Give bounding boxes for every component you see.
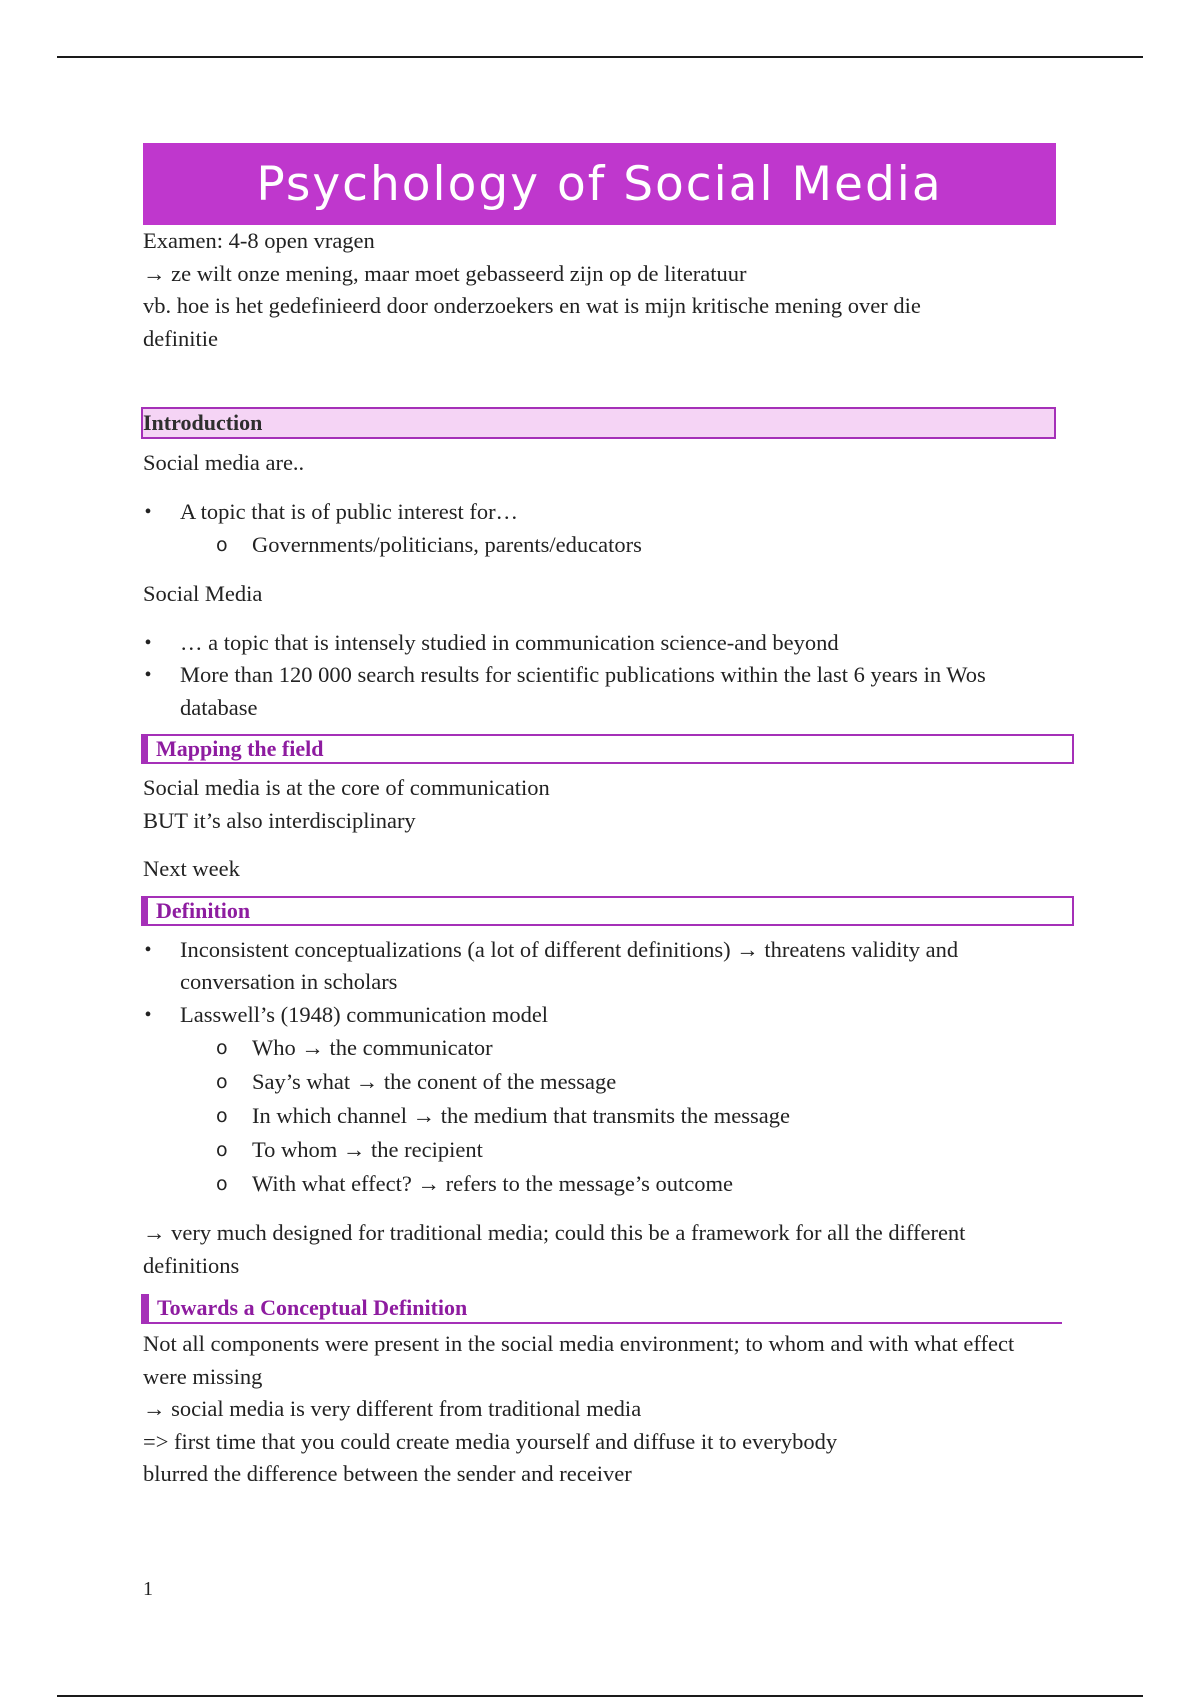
document-title: Psychology of Social Media — [143, 143, 1056, 225]
list-item: • … a topic that is intensely studied in communication science-and beyond — [143, 627, 1056, 660]
paragraph: => first time that you could create media yourself and diffuse it to everybody — [143, 1428, 838, 1454]
bullet-marker: • — [144, 664, 152, 686]
paragraph: → very much designed for traditional media; could this be a framework for all the different definitions — [143, 1220, 966, 1278]
paragraph: Social media are.. — [143, 450, 305, 475]
sub-bullet-marker: o — [216, 1173, 228, 1195]
sub-bullet-marker: o — [216, 534, 228, 556]
sub-bullet-list — [143, 1031, 1056, 1201]
paragraph: Next week — [143, 856, 240, 881]
list-item: • Lasswell’s (1948) communication model — [143, 999, 1056, 1032]
section-heading-towards: Towards a Conceptual Definition — [141, 1294, 1062, 1324]
paragraph: → social media is very different from traditional media — [143, 1396, 642, 1421]
bullet-list — [143, 934, 1056, 1032]
section-heading-definition: Definition — [141, 896, 1074, 926]
list-item: o In which channel → the medium that transmits the message — [143, 1099, 1056, 1133]
list-item: o Governments/politicians, parents/educators — [143, 528, 1056, 562]
bottom-rule — [57, 1695, 1143, 1697]
sub-bullet-marker: o — [216, 1037, 228, 1059]
bullet-list — [143, 627, 1056, 725]
list-item: o Say’s what → the conent of the message — [143, 1065, 1056, 1099]
intro-line: Examen: 4-8 open vragen — [143, 228, 375, 253]
paragraph: BUT it’s also interdisciplinary — [143, 807, 416, 833]
list-item: o Who → the communicator — [143, 1031, 1056, 1065]
bullet-marker: • — [144, 500, 152, 523]
intro-line: definitie — [143, 325, 218, 351]
bullet-marker: • — [144, 1003, 152, 1026]
sub-bullet-marker: o — [216, 1105, 228, 1127]
top-rule — [57, 56, 1143, 58]
intro-line: → ze wilt onze mening, maar moet gebasseerd zijn op de literatuur — [143, 260, 747, 286]
paragraph: blurred the difference between the sender and receiver — [143, 1461, 632, 1486]
intro-line: vb. hoe is het gedefinieerd door onderzoekers en wat is mijn kritische mening over die — [143, 293, 921, 318]
sub-bullet-marker: o — [216, 1139, 228, 1161]
section-heading-introduction: Introduction — [141, 407, 1056, 439]
bullet-marker: • — [144, 631, 152, 654]
page-number: 1 — [143, 1578, 153, 1600]
paragraph: Social Media — [143, 581, 263, 606]
list-item: o To whom → the recipient — [143, 1133, 1056, 1167]
list-item: • More than 120 000 search results for scientific publications within the last 6 years in Wos database — [143, 659, 1056, 724]
bullet-list — [143, 496, 1056, 529]
paragraph: Not all components were present in the social media environment; to whom and with what effect were missing — [143, 1331, 1015, 1389]
list-item: • Inconsistent conceptualizations (a lot of different definitions) → threatens validity and conversation in scholars — [143, 934, 1056, 999]
sub-bullet-marker: o — [216, 1071, 228, 1093]
list-item: • A topic that is of public interest for… — [143, 496, 1056, 529]
bullet-marker: • — [144, 938, 152, 961]
sub-bullet-list — [143, 528, 1056, 562]
document-page — [143, 143, 1056, 1491]
list-item: o With what effect? → refers to the message’s outcome — [143, 1167, 1056, 1201]
paragraph: Social media is at the core of communication — [143, 775, 550, 800]
section-heading-mapping: Mapping the field — [141, 734, 1074, 764]
